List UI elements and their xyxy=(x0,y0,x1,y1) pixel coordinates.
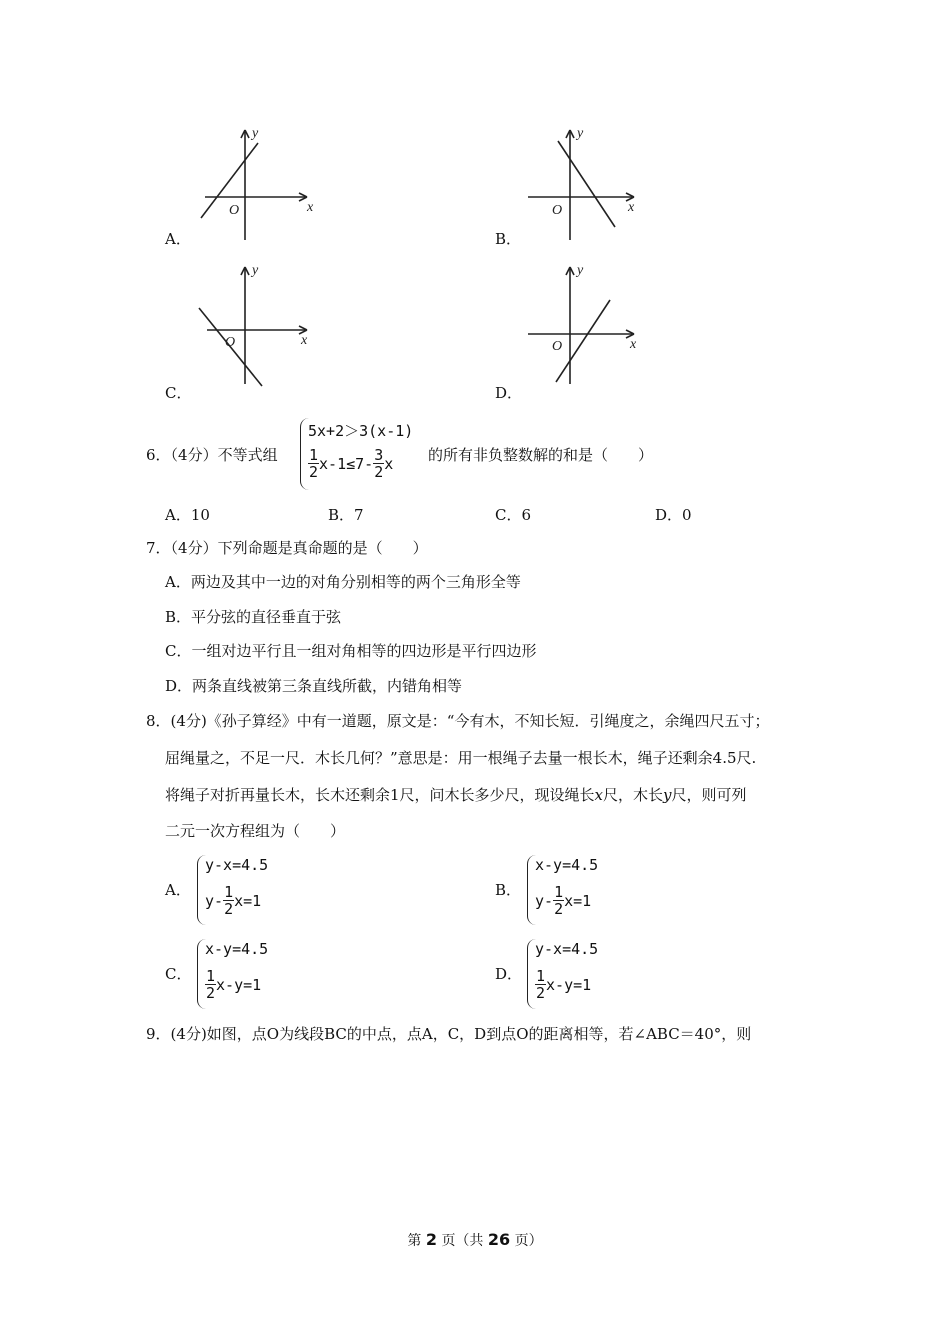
q8-option-b-eq1: x-y=4.5 xyxy=(535,856,599,874)
q8-line-3 xyxy=(165,785,747,805)
y-label: y xyxy=(252,126,259,141)
y-label: y xyxy=(252,263,259,278)
q8-option-d-eq2 xyxy=(535,968,591,1001)
graph-option-b xyxy=(520,125,650,245)
numerator: 1 xyxy=(536,967,546,985)
q6-ineq2-post: x xyxy=(384,454,394,473)
origin-label: O xyxy=(229,203,240,218)
eq2-pre: y- xyxy=(535,891,554,910)
numerator: 1 xyxy=(554,883,564,901)
graph-option-d xyxy=(520,262,650,388)
eq2-pre: y- xyxy=(205,891,224,910)
q8-option-a-eq1: y-x=4.5 xyxy=(205,856,269,874)
q7-option-b: B．平分弦的直径垂直于弦 xyxy=(165,608,342,626)
option-b-label: B． xyxy=(495,230,522,248)
footer-mid: 页（共 xyxy=(441,1233,484,1249)
denominator: 2 xyxy=(536,984,546,1002)
q9-text: 9．(4分)如图，点O为线段BC的中点，点A，C，D到点O的距离相等，若∠ABC＝40°，则 xyxy=(146,1025,752,1043)
x-label: x xyxy=(307,200,314,215)
origin-label: O xyxy=(552,339,563,354)
q8-option-c-eq1: x-y=4.5 xyxy=(205,940,269,958)
q6-inequality-1: 5x+2＞3(x-1) xyxy=(308,422,414,440)
q8-option-b-label: B． xyxy=(495,881,522,899)
graph-option-c xyxy=(195,262,325,388)
fraction xyxy=(223,884,234,917)
fraction xyxy=(553,884,564,917)
q8-line-1: 8．(4分)《孙子算经》中有一道题，原文是：“今有木，不知长短．引绳度之，余绳四尺五寸； xyxy=(146,712,770,730)
q7-stem: 7．（4分）下列命题是真命题的是（ ） xyxy=(146,539,428,557)
q8-line-3b: 尺，木长 xyxy=(603,786,664,804)
q8-option-c-label: C． xyxy=(165,965,192,983)
q6-option-c: C．6 xyxy=(495,506,532,524)
option-d-label: D． xyxy=(495,384,523,402)
option-c-label: C． xyxy=(165,384,192,402)
numerator: 1 xyxy=(206,967,216,985)
q6-prefix: 6．（4分）不等式组 xyxy=(146,446,278,464)
q8-option-a-eq2 xyxy=(205,884,261,917)
origin-label: O xyxy=(225,335,236,350)
total-page-number: 26 xyxy=(487,1230,511,1249)
eq2-post: x=1 xyxy=(234,891,262,910)
denominator: 2 xyxy=(374,463,384,481)
option-a-label: A． xyxy=(165,230,191,248)
var-x: x xyxy=(594,786,604,804)
graph-option-a xyxy=(195,125,325,245)
origin-label: O xyxy=(552,203,563,218)
eq2-post: x-y=1 xyxy=(216,975,262,994)
x-label: x xyxy=(628,200,635,215)
q8-option-b-eq2 xyxy=(535,884,591,917)
fraction xyxy=(535,968,546,1001)
numerator: 3 xyxy=(374,446,384,464)
numerator: 1 xyxy=(309,446,319,464)
q8-line-4: 二元一次方程组为（ ） xyxy=(165,822,346,840)
var-y: y xyxy=(663,786,672,804)
q6-ineq2-mid: x-1≤7- xyxy=(319,454,374,473)
q6-fraction-a xyxy=(308,447,319,480)
q6-inequality-2 xyxy=(308,447,393,480)
q8-option-d-label: D． xyxy=(495,965,523,983)
q6-option-d: D．0 xyxy=(655,506,692,524)
eq2-post: x=1 xyxy=(564,891,592,910)
footer-post: 页） xyxy=(514,1233,543,1249)
denominator: 2 xyxy=(554,900,564,918)
denominator: 2 xyxy=(309,463,319,481)
q7-option-a: A．两边及其中一边的对角分别相等的两个三角形全等 xyxy=(165,573,521,591)
q6-option-b: B．7 xyxy=(328,506,364,524)
q7-option-c: C．一组对边平行且一组对角相等的四边形是平行四边形 xyxy=(165,642,537,660)
q6-suffix: 的所有非负整数解的和是（ ） xyxy=(428,446,654,464)
x-label: x xyxy=(301,333,308,348)
y-label: y xyxy=(577,126,584,141)
graph-line xyxy=(556,300,610,382)
x-label: x xyxy=(630,337,637,352)
page-footer xyxy=(0,1230,950,1250)
q8-line-2: 屈绳量之，不足一尺．木长几何？”意思是：用一根绳子去量一根长木，绳子还剩余4.5尺. xyxy=(165,749,757,767)
graph-line xyxy=(558,141,615,227)
eq2-post: x-y=1 xyxy=(546,975,592,994)
denominator: 2 xyxy=(206,984,216,1002)
q7-option-d: D．两条直线被第三条直线所截，内错角相等 xyxy=(165,677,463,695)
q8-line-3c: 尺，则可列 xyxy=(671,786,747,804)
denominator: 2 xyxy=(224,900,234,918)
y-label: y xyxy=(577,263,584,278)
current-page-number: 2 xyxy=(425,1230,437,1249)
numerator: 1 xyxy=(224,883,234,901)
q8-option-d-eq1: y-x=4.5 xyxy=(535,940,599,958)
q8-line-3a: 将绳子对折再量长木，长木还剩余1尺，问木长多少尺，现设绳长 xyxy=(165,786,595,804)
q6-fraction-b xyxy=(373,447,384,480)
q8-option-c-eq2 xyxy=(205,968,261,1001)
fraction xyxy=(205,968,216,1001)
q6-option-a: A．10 xyxy=(165,506,210,524)
q8-option-a-label: A． xyxy=(165,881,191,899)
footer-pre: 第 xyxy=(407,1233,422,1249)
